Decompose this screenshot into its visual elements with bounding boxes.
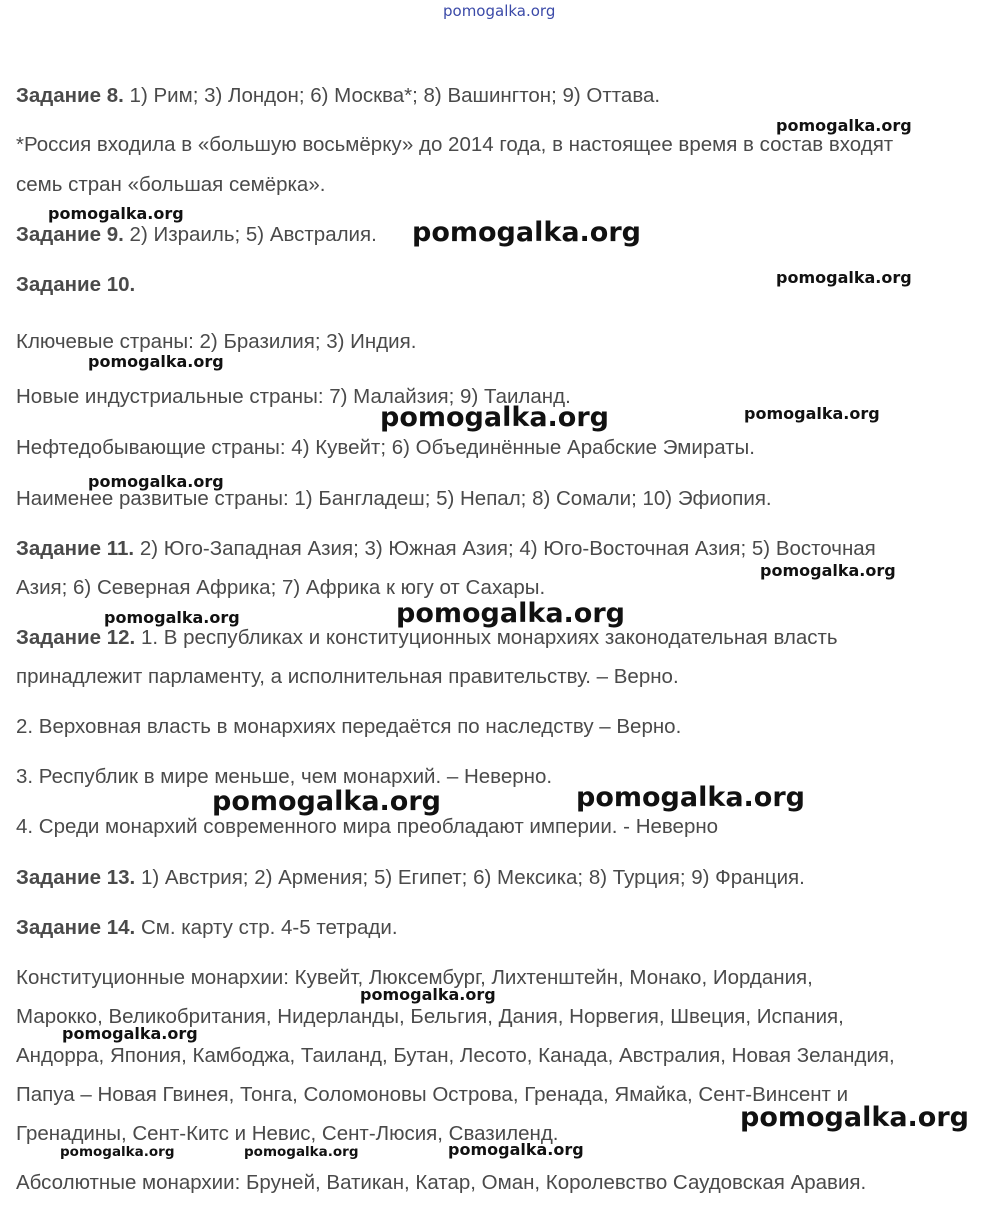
task-8-note-cont: семь стран «большая семёрка». bbox=[16, 173, 326, 196]
task-11-cont: Азия; 6) Северная Африка; 7) Африка к югу от Сахары. bbox=[16, 576, 546, 599]
task-14-answer: См. карту стр. 4-5 тетради. bbox=[140, 916, 398, 939]
task-9-answer: 2) Израиль; 5) Австралия. bbox=[129, 223, 377, 246]
watermark: pomogalka.org bbox=[212, 786, 441, 817]
task-14 bbox=[16, 916, 398, 940]
task-10 bbox=[16, 273, 135, 297]
watermark: pomogalka.org bbox=[412, 217, 641, 248]
task-8 bbox=[16, 84, 660, 108]
watermark: pomogalka.org bbox=[396, 598, 625, 629]
task-10-line: Наименее развитые страны: 1) Бангладеш; 5) Непал; 8) Сомали; 10) Эфиопия. bbox=[16, 487, 772, 510]
task-9 bbox=[16, 223, 377, 247]
watermark: pomogalka.org bbox=[776, 268, 912, 287]
task-11-answer: 2) Юго-Западная Азия; 3) Южная Азия; 4) Юго-Восточная Азия; 5) Восточная bbox=[139, 537, 876, 560]
watermark: pomogalka.org bbox=[104, 608, 240, 627]
watermark: pomogalka.org bbox=[60, 1144, 175, 1160]
task-11 bbox=[16, 537, 876, 561]
site-header-link[interactable]: pomogalka.org bbox=[443, 2, 556, 20]
watermark: pomogalka.org bbox=[48, 204, 184, 223]
task-14-line: Марокко, Великобритания, Нидерланды, Бельгия, Дания, Норвегия, Швеция, Испания, bbox=[16, 1005, 844, 1028]
watermark: pomogalka.org bbox=[88, 472, 224, 491]
task-10-line: Ключевые страны: 2) Бразилия; 3) Индия. bbox=[16, 330, 417, 353]
task-12-line: 2. Верховная власть в монархиях передаётся по наследству – Верно. bbox=[16, 715, 682, 738]
watermark: pomogalka.org bbox=[744, 404, 880, 423]
task-14-line: Конституционные монархии: Кувейт, Люксембург, Лихтенштейн, Монако, Иордания, bbox=[16, 966, 813, 989]
task-8-answer: 1) Рим; 3) Лондон; 6) Москва*; 8) Вашингтон; 9) Оттава. bbox=[129, 84, 661, 107]
watermark: pomogalka.org bbox=[576, 782, 805, 813]
task-10-label: Задание 10. bbox=[16, 273, 136, 296]
task-9-label: Задание 9. bbox=[16, 223, 124, 246]
task-8-note: *Россия входила в «большую восьмёрку» до 2014 года, в настоящее время в состав входят bbox=[16, 133, 894, 156]
task-12-line: принадлежит парламенту, а исполнительная правительству. – Верно. bbox=[16, 665, 679, 688]
task-14-line: Гренадины, Сент-Китс и Невис, Сент-Люсия, Свазиленд. bbox=[16, 1122, 559, 1145]
task-12-line: 3. Республик в мире меньше, чем монархий. – Неверно. bbox=[16, 765, 553, 788]
task-13-label: Задание 13. bbox=[16, 866, 136, 889]
task-12 bbox=[16, 626, 838, 650]
task-10-line: Нефтедобывающие страны: 4) Кувейт; 6) Объединённые Арабские Эмираты. bbox=[16, 436, 755, 459]
watermark: pomogalka.org bbox=[760, 561, 896, 580]
task-13 bbox=[16, 866, 805, 890]
watermark: pomogalka.org bbox=[62, 1024, 198, 1043]
task-14-line: Андорра, Япония, Камбоджа, Таиланд, Бутан, Лесото, Канада, Австралия, Новая Зеландия, bbox=[16, 1044, 895, 1067]
task-8-label: Задание 8. bbox=[16, 84, 124, 107]
task-10-line: Новые индустриальные страны: 7) Малайзия; 9) Таиланд. bbox=[16, 385, 571, 408]
watermark: pomogalka.org bbox=[740, 1102, 969, 1133]
task-11-label: Задание 11. bbox=[16, 537, 135, 560]
task-12-label: Задание 12. bbox=[16, 626, 136, 649]
task-13-answer: 1) Австрия; 2) Армения; 5) Египет; 6) Мексика; 8) Турция; 9) Франция. bbox=[140, 866, 805, 889]
task-12-line: 4. Среди монархий современного мира преобладают империи. - Неверно bbox=[16, 815, 719, 838]
task-14-label: Задание 14. bbox=[16, 916, 136, 939]
watermark: pomogalka.org bbox=[776, 116, 912, 135]
task-14-line: Папуа – Новая Гвинея, Тонга, Соломоновы Острова, Гренада, Ямайка, Сент-Винсент и bbox=[16, 1083, 849, 1106]
watermark: pomogalka.org bbox=[360, 985, 496, 1004]
task-14-line: Абсолютные монархии: Бруней, Ватикан, Катар, Оман, Королевство Саудовская Аравия. bbox=[16, 1171, 867, 1194]
watermark: pomogalka.org bbox=[380, 402, 609, 433]
watermark: pomogalka.org bbox=[244, 1144, 359, 1160]
task-12-answer: 1. В республиках и конституционных монархиях законодательная власть bbox=[140, 626, 838, 649]
watermark: pomogalka.org bbox=[88, 352, 224, 371]
watermark: pomogalka.org bbox=[448, 1140, 584, 1159]
